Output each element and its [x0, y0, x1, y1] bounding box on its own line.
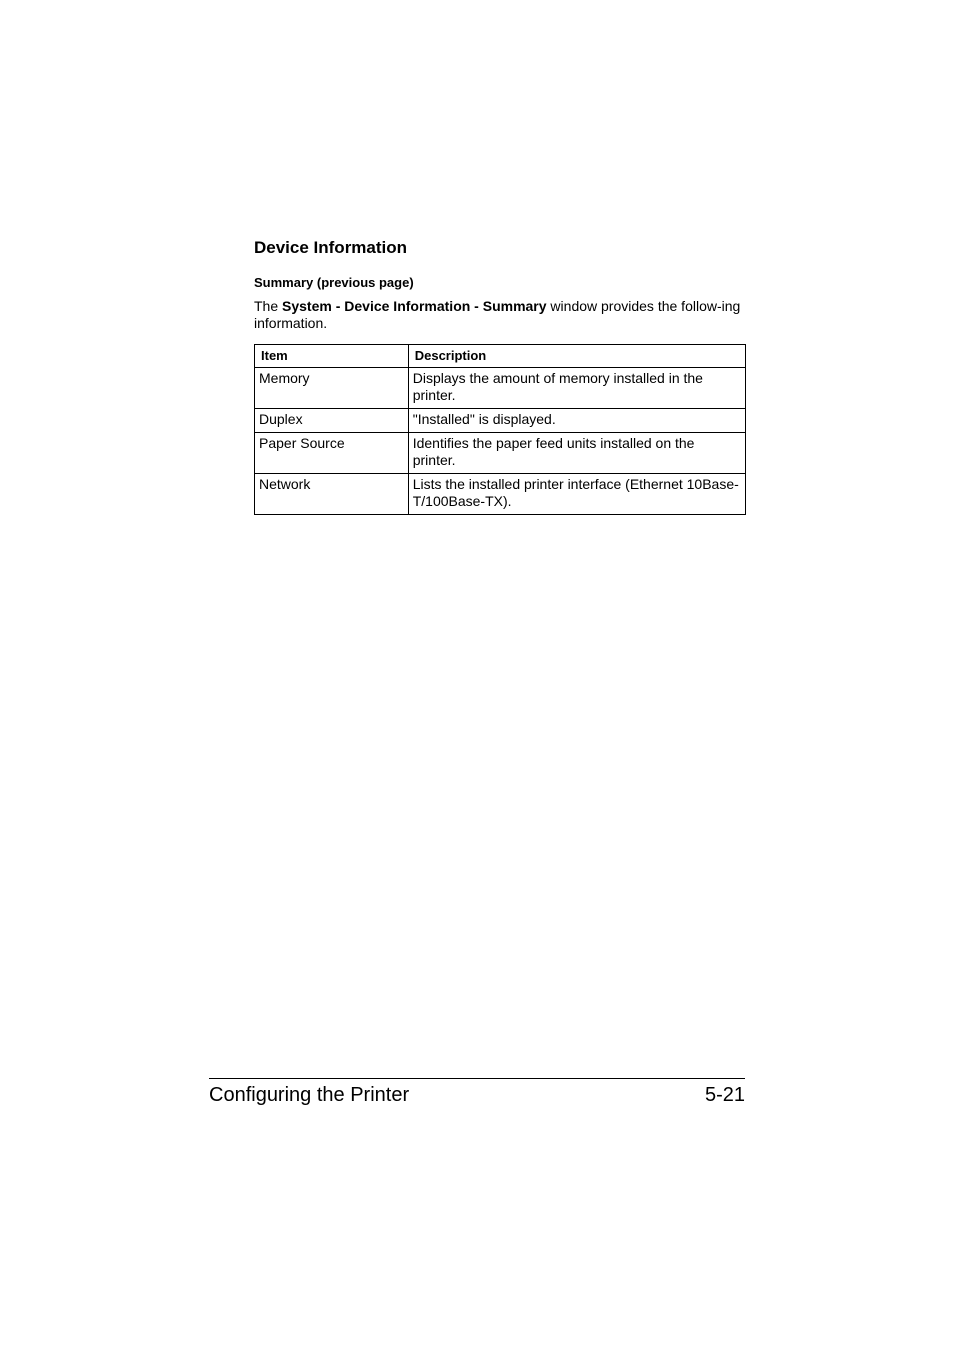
cell-item: Network [255, 474, 409, 515]
intro-window-name: System - Device Information - Summary [282, 298, 547, 314]
cell-description: "Installed" is displayed. [408, 409, 745, 433]
intro-prefix: The [254, 298, 283, 314]
footer-divider [209, 1078, 745, 1079]
table-row [255, 474, 746, 515]
table-row [255, 409, 746, 433]
header-item: Item [255, 345, 409, 368]
table-row [255, 433, 746, 474]
header-description: Description [408, 345, 745, 368]
cell-description: Displays the amount of memory installed in the printer. [408, 368, 745, 409]
cell-item: Duplex [255, 409, 409, 433]
intro-suffix: window provides the follow-ing information. [254, 298, 741, 331]
intro-paragraph [254, 298, 746, 332]
table-row [255, 368, 746, 409]
cell-item: Paper Source [255, 433, 409, 474]
cell-item: Memory [255, 368, 409, 409]
footer-chapter-title: Configuring the Printer [209, 1084, 410, 1106]
cell-description: Identifies the paper feed units installed on the printer. [408, 433, 745, 474]
device-info-table [254, 344, 746, 515]
footer-page-number: 5-21 [704, 1084, 745, 1106]
subsection-title: Summary (previous page) [254, 275, 414, 290]
section-title: Device Information [254, 238, 408, 257]
table-header-row [255, 345, 746, 368]
cell-description: Lists the installed printer interface (Ethernet 10Base-T/100Base-TX). [408, 474, 745, 515]
